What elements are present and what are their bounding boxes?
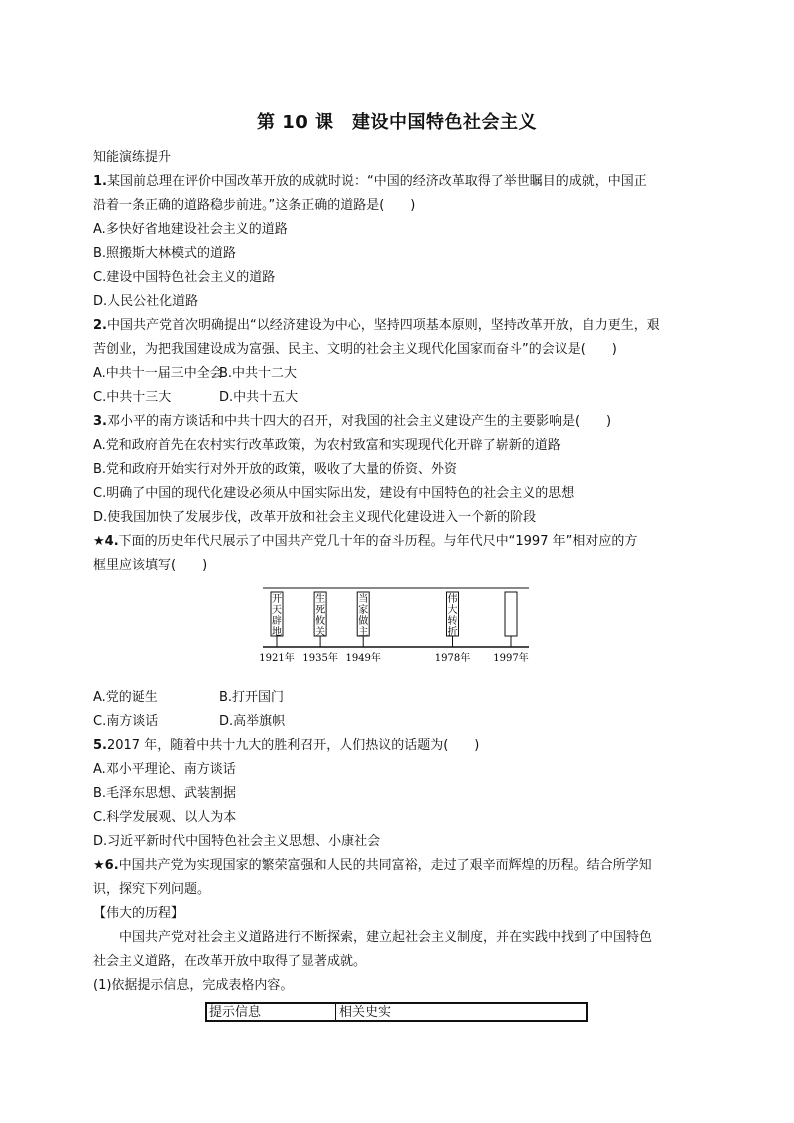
q6-paragraph-line1: 中国共产党对社会主义道路进行不断探索，建立起社会主义制度，并在实践中找到了中国特色 xyxy=(119,930,653,945)
q1-number: 1. xyxy=(93,174,107,189)
answer-table-wrap xyxy=(93,998,705,1028)
timeline-event-char: 转 xyxy=(447,616,458,627)
timeline-event-char: 地 xyxy=(272,627,282,638)
q2-options-cd xyxy=(93,386,705,410)
q2-option-d: D.中共十五大 xyxy=(219,390,299,405)
q5-option-b: B.毛泽东思想、武装割据 xyxy=(93,786,237,801)
q2-options-ab xyxy=(93,362,705,386)
timeline-year-label: 1921年 xyxy=(259,653,295,664)
q1-stem-line1 xyxy=(93,170,705,194)
timeline-event-char: 生 xyxy=(315,594,326,605)
q2-option-b: B.中共十二大 xyxy=(219,366,298,381)
page-title: 第 10 课 建设中国特色社会主义 xyxy=(256,112,538,133)
q4-options-cd xyxy=(93,710,705,734)
q4-number: ★4. xyxy=(93,534,119,549)
q3-option-b: B.党和政府开始实行对外开放的政策，吸收了大量的侨资、外资 xyxy=(93,462,458,477)
q1-option-d: D.人民公社化道路 xyxy=(93,294,199,309)
q4-option-d: D.高举旗帜 xyxy=(219,714,286,729)
q6-stem1: 中国共产党为实现国家的繁荣富强和人民的共同富裕，走过了艰辛而辉煌的历程。结合所学知 xyxy=(118,858,652,873)
q4-options-ab xyxy=(93,686,705,710)
timeline-event-char: 开 xyxy=(272,594,282,605)
timeline-svg xyxy=(259,582,533,666)
q3-option-d: D.使我国加快了发展步伐，改革开放和社会主义现代化建设进入一个新的阶段 xyxy=(93,510,537,525)
q1-option-c: C.建设中国特色社会主义的道路 xyxy=(93,270,276,285)
content-body xyxy=(93,146,705,1028)
q3-option-c: C.明确了中国的现代化建设必须从中国实际出发，建设有中国特色的社会主义的思想 xyxy=(93,486,575,501)
q2-number: 2. xyxy=(93,318,107,333)
q6-stem2: 识，探究下列问题。 xyxy=(93,882,211,897)
q5-option-d: D.习近平新时代中国特色社会主义思想、小康社会 xyxy=(93,834,381,849)
q5-option-c: C.科学发展观、以人为本 xyxy=(93,810,237,825)
q6-paragraph-line2: 社会主义道路，在改革开放中取得了显著成就。 xyxy=(93,954,367,969)
q5-stem-line xyxy=(93,734,705,758)
timeline-event-char: 主 xyxy=(358,627,369,638)
q2-option-c: C.中共十三大 xyxy=(93,390,172,405)
q4-option-b: B.打开国门 xyxy=(219,690,285,705)
timeline-figure xyxy=(93,578,705,686)
q6-number: ★6. xyxy=(93,858,119,873)
q4-stem1: 下面的历史年代尺展示了中国共产党几十年的奋斗历程。与年代尺中“1997 年”相对应的方 xyxy=(118,534,638,549)
q4-option-c: C.南方谈话 xyxy=(93,714,159,729)
table-header-hint: 提示信息 xyxy=(207,1004,336,1020)
timeline-event-char: 辟 xyxy=(272,616,282,627)
timeline-event-char: 死 xyxy=(315,605,326,616)
q1-stem2: 沿着一条正确的道路稳步前进。”这条正确的道路是( ) xyxy=(93,198,416,213)
timeline-event-char: 做 xyxy=(358,616,369,627)
q2-stem-line1 xyxy=(93,314,705,338)
q6-heading: 【伟大的历程】 xyxy=(93,906,185,921)
timeline-event-char: 折 xyxy=(447,627,458,638)
q3-stem-line xyxy=(93,410,705,434)
q4-option-a: A.党的诞生 xyxy=(93,690,158,705)
timeline-year-label: 1997年 xyxy=(493,653,529,664)
q2-option-a: A.中共十一届三中全会 xyxy=(93,366,223,381)
q4-stem2: 框里应该填写( ) xyxy=(93,558,208,573)
answer-table xyxy=(205,1002,588,1022)
q3-number: 3. xyxy=(93,414,107,429)
q1-option-a: A.多快好省地建设社会主义的道路 xyxy=(93,222,288,237)
section-heading: 知能演练提升 xyxy=(93,150,172,165)
timeline-event-char: 当 xyxy=(358,594,369,605)
timeline-event-char: 关 xyxy=(315,627,326,638)
q5-option-a: A.邓小平理论、南方谈话 xyxy=(93,762,236,777)
q5-number: 5. xyxy=(93,738,107,753)
timeline-year-label: 1978年 xyxy=(434,653,471,664)
q2-stem2: 苦创业，为把我国建设成为富强、民主、文明的社会主义现代化国家而奋斗”的会议是( ) xyxy=(93,342,617,357)
q5-stem: 2017 年，随着中共十九大的胜利召开，人们热议的话题为( ) xyxy=(106,738,480,753)
timeline-year-label: 1935年 xyxy=(302,653,338,664)
timeline-year-label: 1949年 xyxy=(345,653,381,664)
timeline-event-char: 大 xyxy=(447,605,458,616)
q6-stem-line1 xyxy=(93,854,705,878)
q2-stem1: 中国共产党首次明确提出“以经济建设为中心，坚持四项基本原则，坚持改革开放，自力更生，艰 xyxy=(106,318,660,333)
q3-option-a: A.党和政府首先在农村实行改革政策，为农村致富和实现现代化开辟了崭新的道路 xyxy=(93,438,561,453)
q3-stem: 邓小平的南方谈话和中共十四大的召开，对我国的社会主义建设产生的主要影响是( ) xyxy=(106,414,612,429)
timeline-event-char: 伟 xyxy=(447,594,458,605)
q6-subquestion-1: (1)依据提示信息，完成表格内容。 xyxy=(93,978,294,993)
q1-option-b: B.照搬斯大林模式的道路 xyxy=(93,246,237,261)
table-header-facts: 相关史实 xyxy=(339,1004,392,1020)
timeline-event-char: 攸 xyxy=(315,616,326,627)
timeline-box-4 xyxy=(505,592,517,636)
q4-stem-line1 xyxy=(93,530,705,554)
timeline-event-char: 家 xyxy=(358,605,369,616)
q1-stem1: 某国前总理在评价中国改革开放的成就时说：“中国的经济改革取得了举世瞩目的成就，中国正 xyxy=(106,174,647,189)
timeline-event-char: 天 xyxy=(272,605,282,616)
